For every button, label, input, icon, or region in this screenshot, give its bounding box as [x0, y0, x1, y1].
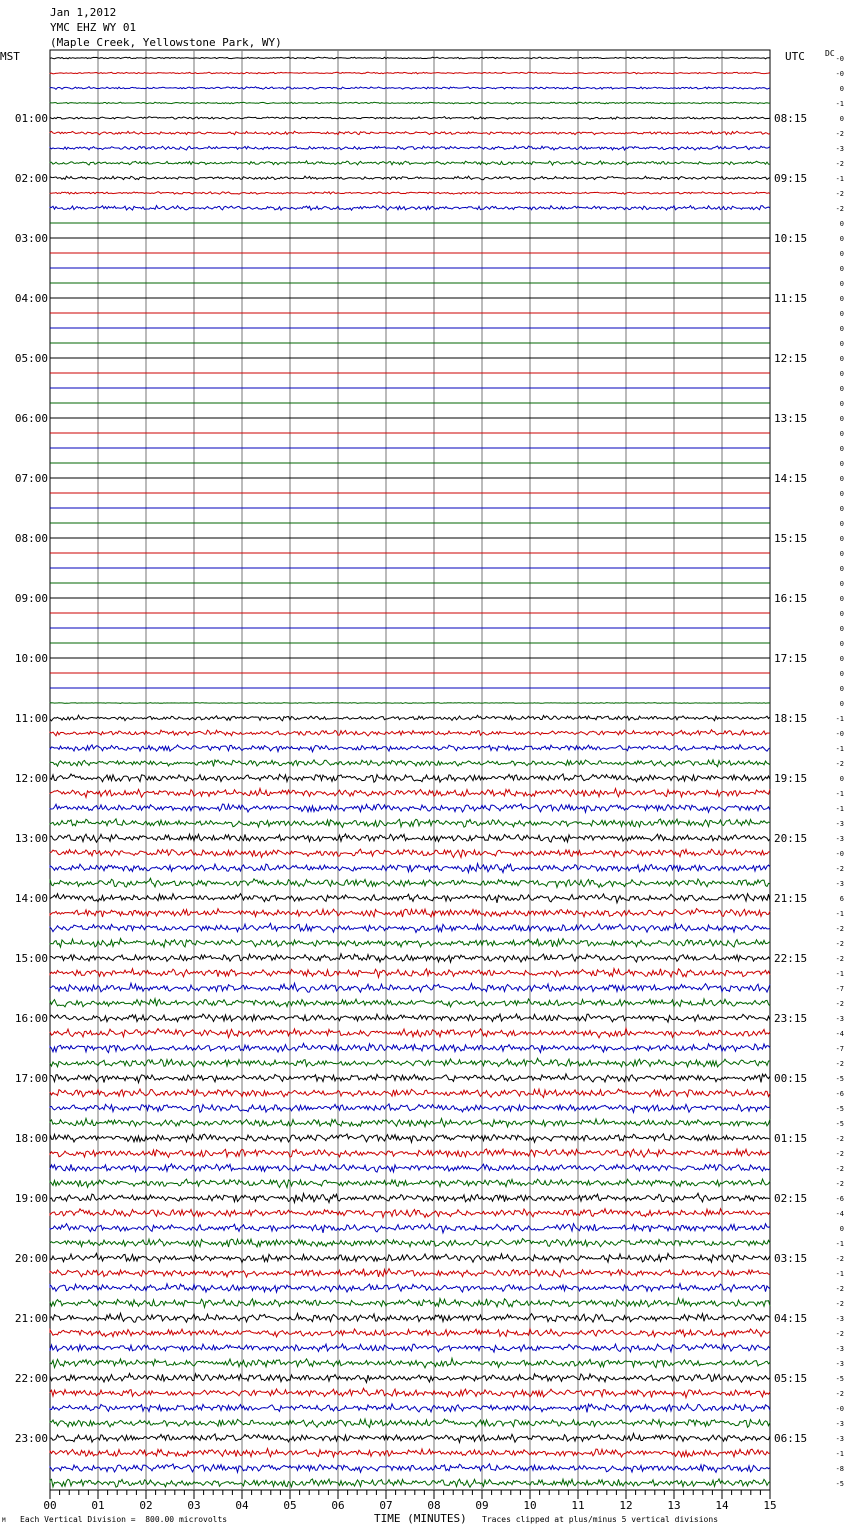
trace-line: [50, 1373, 770, 1382]
dc-offset-label: 0: [839, 85, 844, 93]
dc-offset-label: 0: [839, 250, 844, 258]
trace-line: [50, 864, 770, 873]
trace-line: [50, 161, 770, 165]
dc-offset-label: -5: [835, 1375, 844, 1383]
mst-hour-label: 14:00: [14, 892, 48, 905]
trace-line: [50, 1449, 770, 1457]
trace-line: [50, 788, 770, 797]
x-tick-label: 01: [91, 1499, 105, 1512]
dc-offset-label: -2: [835, 1300, 844, 1308]
dc-offset-label: 0: [839, 535, 844, 543]
trace-line: [50, 1419, 770, 1427]
dc-offset-label: -7: [835, 1045, 844, 1053]
dc-offset-label: -0: [835, 730, 844, 738]
x-tick-label: 08: [427, 1499, 441, 1512]
dc-offset-label: 0: [839, 1225, 844, 1233]
dc-offset-label: -2: [835, 940, 844, 948]
clip-note: Traces clipped at plus/minus 5 vertical divisions: [482, 1515, 719, 1524]
dc-offset-label: 0: [839, 400, 844, 408]
dc-offset-label: 0: [839, 700, 844, 708]
utc-hour-label: 16:15: [774, 592, 808, 605]
dc-offset-label: 0: [839, 640, 844, 648]
dc-offset-label: -1: [835, 745, 844, 753]
trace-line: [50, 1074, 770, 1083]
trace-line: [50, 72, 770, 74]
dc-offset-label: -1: [835, 100, 844, 108]
dc-offset-label: -3: [835, 1420, 844, 1428]
trace-line: [50, 1089, 770, 1097]
dc-offset-label: -3: [835, 820, 844, 828]
utc-hour-label: 15:15: [774, 532, 808, 545]
trace-line: [50, 1058, 770, 1067]
dc-offset-label: -1: [835, 1240, 844, 1248]
dc-offset-label: 0: [839, 295, 844, 303]
utc-hour-label: 08:15: [774, 112, 808, 125]
x-tick-label: 07: [379, 1499, 393, 1512]
dc-offset-label: 6: [839, 895, 844, 903]
utc-hour-label: 17:15: [774, 652, 808, 665]
dc-offset-label: -1: [835, 805, 844, 813]
dc-offset-label: -1: [835, 1270, 844, 1278]
mst-hour-label: 06:00: [14, 412, 48, 425]
dc-offset-label: -3: [835, 1360, 844, 1368]
dc-offset-label: -4: [835, 1210, 844, 1218]
trace-line: [50, 999, 770, 1007]
dc-offset-label: -3: [835, 880, 844, 888]
mst-hour-label: 07:00: [14, 472, 48, 485]
dc-offset-label: 0: [839, 385, 844, 393]
dc-offset-label: 0: [839, 370, 844, 378]
location-label: (Maple Creek, Yellowstone Park, WY): [50, 36, 282, 49]
mst-hour-label: 19:00: [14, 1192, 48, 1205]
x-tick-label: 14: [715, 1499, 729, 1512]
dc-offset-label: 0: [839, 775, 844, 783]
trace-line: [50, 192, 770, 195]
trace-line: [50, 117, 770, 120]
trace-line: [50, 57, 770, 59]
mst-hour-label: 01:00: [14, 112, 48, 125]
dc-offset-label: -2: [835, 1000, 844, 1008]
dc-label: DC: [825, 49, 835, 58]
trace-line: [50, 1104, 770, 1113]
trace-line: [50, 819, 770, 828]
x-tick-label: 05: [283, 1499, 297, 1512]
mst-hour-label: 15:00: [14, 952, 48, 965]
dc-offset-label: -5: [835, 1075, 844, 1083]
x-tick-label: 00: [43, 1499, 57, 1512]
dc-offset-label: 0: [839, 415, 844, 423]
dc-offset-label: 0: [839, 505, 844, 513]
dc-offset-label: 0: [839, 520, 844, 528]
dc-offset-label: -1: [835, 175, 844, 183]
x-tick-label: 02: [139, 1499, 153, 1512]
trace-line: [50, 1224, 770, 1233]
trace-line: [50, 878, 770, 887]
dc-offset-label: -8: [835, 1465, 844, 1473]
dc-offset-label: 0: [839, 580, 844, 588]
utc-hour-label: 18:15: [774, 712, 808, 725]
x-tick-label: 06: [331, 1499, 345, 1512]
mst-hour-label: 17:00: [14, 1072, 48, 1085]
dc-offset-label: -3: [835, 1315, 844, 1323]
dc-offset-label: -0: [835, 1405, 844, 1413]
dc-offset-label: -2: [835, 205, 844, 213]
trace-line: [50, 760, 770, 767]
trace-line: [50, 1329, 770, 1337]
utc-hour-label: 02:15: [774, 1192, 808, 1205]
trace-line: [50, 1028, 770, 1037]
dc-offset-label: -2: [835, 1060, 844, 1068]
scale-note: Each Vertical Division = 800.00 microvolts: [20, 1515, 228, 1524]
dc-offset-label: -2: [835, 1150, 844, 1158]
trace-line: [50, 1404, 770, 1412]
trace-line: [50, 206, 770, 211]
trace-line: [50, 1313, 770, 1322]
dc-offset-label: 0: [839, 340, 844, 348]
mst-hour-label: 21:00: [14, 1312, 48, 1325]
dc-offset-label: 0: [839, 460, 844, 468]
mst-hour-label: 13:00: [14, 832, 48, 845]
mst-hour-label: 23:00: [14, 1432, 48, 1445]
trace-line: [50, 774, 770, 782]
dc-offset-label: -2: [835, 130, 844, 138]
x-tick-label: 10: [523, 1499, 537, 1512]
x-tick-label: 13: [667, 1499, 681, 1512]
trace-line: [50, 849, 770, 857]
dc-offset-label: -7: [835, 985, 844, 993]
trace-line: [50, 834, 770, 842]
dc-offset-label: 0: [839, 325, 844, 333]
trace-line: [50, 938, 770, 947]
dc-offset-label: 0: [839, 475, 844, 483]
trace-line: [50, 983, 770, 992]
trace-line: [50, 1479, 770, 1487]
dc-offset-label: -2: [835, 1135, 844, 1143]
mst-hour-label: 08:00: [14, 532, 48, 545]
trace-line: [50, 1118, 770, 1127]
x-tick-label: 04: [235, 1499, 249, 1512]
trace-line: [50, 102, 770, 104]
utc-hour-label: 06:15: [774, 1432, 808, 1445]
dc-offset-label: -0: [835, 850, 844, 858]
utc-hour-label: 13:15: [774, 412, 808, 425]
trace-line: [50, 87, 770, 90]
trace-line: [50, 1043, 770, 1052]
trace-line: [50, 1269, 770, 1277]
dc-offset-label: 0: [839, 280, 844, 288]
utc-hour-label: 00:15: [774, 1072, 808, 1085]
dc-offset-label: 0: [839, 265, 844, 273]
mst-hour-label: 03:00: [14, 232, 48, 245]
x-tick-label: 12: [619, 1499, 633, 1512]
mst-hour-label: 10:00: [14, 652, 48, 665]
dc-offset-label: -2: [835, 1180, 844, 1188]
dc-offset-label: -1: [835, 715, 844, 723]
dc-offset-label: -5: [835, 1480, 844, 1488]
dc-offset-label: -6: [835, 1195, 844, 1203]
trace-line: [50, 1298, 770, 1307]
dc-offset-label: -2: [835, 1255, 844, 1263]
dc-offset-label: -5: [835, 1105, 844, 1113]
mst-hour-label: 12:00: [14, 772, 48, 785]
trace-line: [50, 1253, 770, 1262]
mst-hour-label: 02:00: [14, 172, 48, 185]
trace-line: [50, 1464, 770, 1473]
dc-offset-label: 0: [839, 355, 844, 363]
dc-offset-label: -0: [835, 70, 844, 78]
utc-hour-label: 22:15: [774, 952, 808, 965]
trace-line: [50, 745, 770, 752]
trace-line: [50, 923, 770, 932]
dc-offset-label: -1: [835, 970, 844, 978]
dc-offset-label: 0: [839, 670, 844, 678]
mst-hour-label: 04:00: [14, 292, 48, 305]
dc-offset-label: 0: [839, 685, 844, 693]
dc-offset-label: 0: [839, 310, 844, 318]
trace-line: [50, 954, 770, 962]
trace-line: [50, 715, 770, 721]
dc-offset-label: -6: [835, 1090, 844, 1098]
x-tick-label: 15: [763, 1499, 777, 1512]
utc-hour-label: 01:15: [774, 1132, 808, 1145]
utc-hour-label: 10:15: [774, 232, 808, 245]
utc-hour-label: 09:15: [774, 172, 808, 185]
mst-hour-label: 11:00: [14, 712, 48, 725]
x-tick-label: 11: [571, 1499, 585, 1512]
dc-offset-label: -2: [835, 760, 844, 768]
corner-mark: M: [2, 1517, 6, 1524]
dc-offset-label: 0: [839, 610, 844, 618]
dc-offset-label: 0: [839, 595, 844, 603]
utc-hour-label: 21:15: [774, 892, 808, 905]
utc-hour-label: 03:15: [774, 1252, 808, 1265]
dc-offset-label: -3: [835, 1435, 844, 1443]
mst-hour-label: 05:00: [14, 352, 48, 365]
trace-line: [50, 176, 770, 180]
trace-line: [50, 1239, 770, 1247]
dc-offset-label: -2: [835, 1165, 844, 1173]
utc-hour-label: 12:15: [774, 352, 808, 365]
trace-line: [50, 1134, 770, 1142]
utc-hour-label: 11:15: [774, 292, 808, 305]
dc-offset-label: -2: [835, 190, 844, 198]
trace-line: [50, 909, 770, 917]
utc-hour-label: 19:15: [774, 772, 808, 785]
x-tick-label: 03: [187, 1499, 201, 1512]
trace-line: [50, 1179, 770, 1187]
trace-line: [50, 969, 770, 978]
trace-line: [50, 146, 770, 150]
mst-hour-label: 20:00: [14, 1252, 48, 1265]
dc-offset-label: 0: [839, 115, 844, 123]
trace-line: [50, 1014, 770, 1022]
trace-line: [50, 894, 770, 903]
trace-line: [50, 1433, 770, 1442]
utc-hour-label: 20:15: [774, 832, 808, 845]
trace-line: [50, 1164, 770, 1172]
dc-offset-label: -2: [835, 160, 844, 168]
dc-offset-label: -2: [835, 1330, 844, 1338]
station-label: YMC EHZ WY 01: [50, 21, 137, 34]
dc-offset-label: -3: [835, 1015, 844, 1023]
trace-line: [50, 1358, 770, 1367]
dc-offset-label: -2: [835, 865, 844, 873]
utc-hour-label: 04:15: [774, 1312, 808, 1325]
dc-offset-label: 0: [839, 550, 844, 558]
utc-hour-label: 05:15: [774, 1372, 808, 1385]
dc-offset-label: -1: [835, 910, 844, 918]
trace-line: [50, 1149, 770, 1157]
right-timezone-label: UTC: [785, 50, 805, 63]
mst-hour-label: 18:00: [14, 1132, 48, 1145]
dc-offset-label: 0: [839, 445, 844, 453]
dc-offset-label: -0: [835, 55, 844, 63]
dc-offset-label: -3: [835, 1345, 844, 1353]
dc-offset-label: -5: [835, 1120, 844, 1128]
trace-line: [50, 804, 770, 812]
trace-line: [50, 1209, 770, 1218]
trace-line: [50, 1388, 770, 1397]
dc-offset-label: -1: [835, 1450, 844, 1458]
dc-offset-label: -3: [835, 145, 844, 153]
x-axis-label: TIME (MINUTES): [374, 1512, 467, 1525]
x-tick-label: 09: [475, 1499, 489, 1512]
date-label: Jan 1,2012: [50, 6, 117, 19]
dc-offset-label: -2: [835, 925, 844, 933]
dc-offset-label: 0: [839, 235, 844, 243]
dc-offset-label: 0: [839, 220, 844, 228]
left-timezone-label: MST: [0, 50, 20, 63]
dc-offset-label: 0: [839, 430, 844, 438]
dc-offset-label: -2: [835, 955, 844, 963]
utc-hour-label: 14:15: [774, 472, 808, 485]
trace-line: [50, 131, 770, 134]
mst-hour-label: 09:00: [14, 592, 48, 605]
dc-offset-label: -3: [835, 835, 844, 843]
trace-line: [50, 1193, 770, 1202]
dc-offset-label: 0: [839, 625, 844, 633]
dc-offset-label: 0: [839, 490, 844, 498]
dc-offset-label: -2: [835, 1285, 844, 1293]
utc-hour-label: 23:15: [774, 1012, 808, 1025]
mst-hour-label: 16:00: [14, 1012, 48, 1025]
dc-offset-label: 0: [839, 565, 844, 573]
trace-line: [50, 1344, 770, 1352]
dc-offset-label: -4: [835, 1030, 844, 1038]
dc-offset-label: -2: [835, 1390, 844, 1398]
mst-hour-label: 22:00: [14, 1372, 48, 1385]
dc-offset-label: -1: [835, 790, 844, 798]
trace-line: [50, 1284, 770, 1293]
trace-line: [50, 730, 770, 736]
dc-offset-label: 0: [839, 655, 844, 663]
trace-line: [50, 703, 770, 704]
